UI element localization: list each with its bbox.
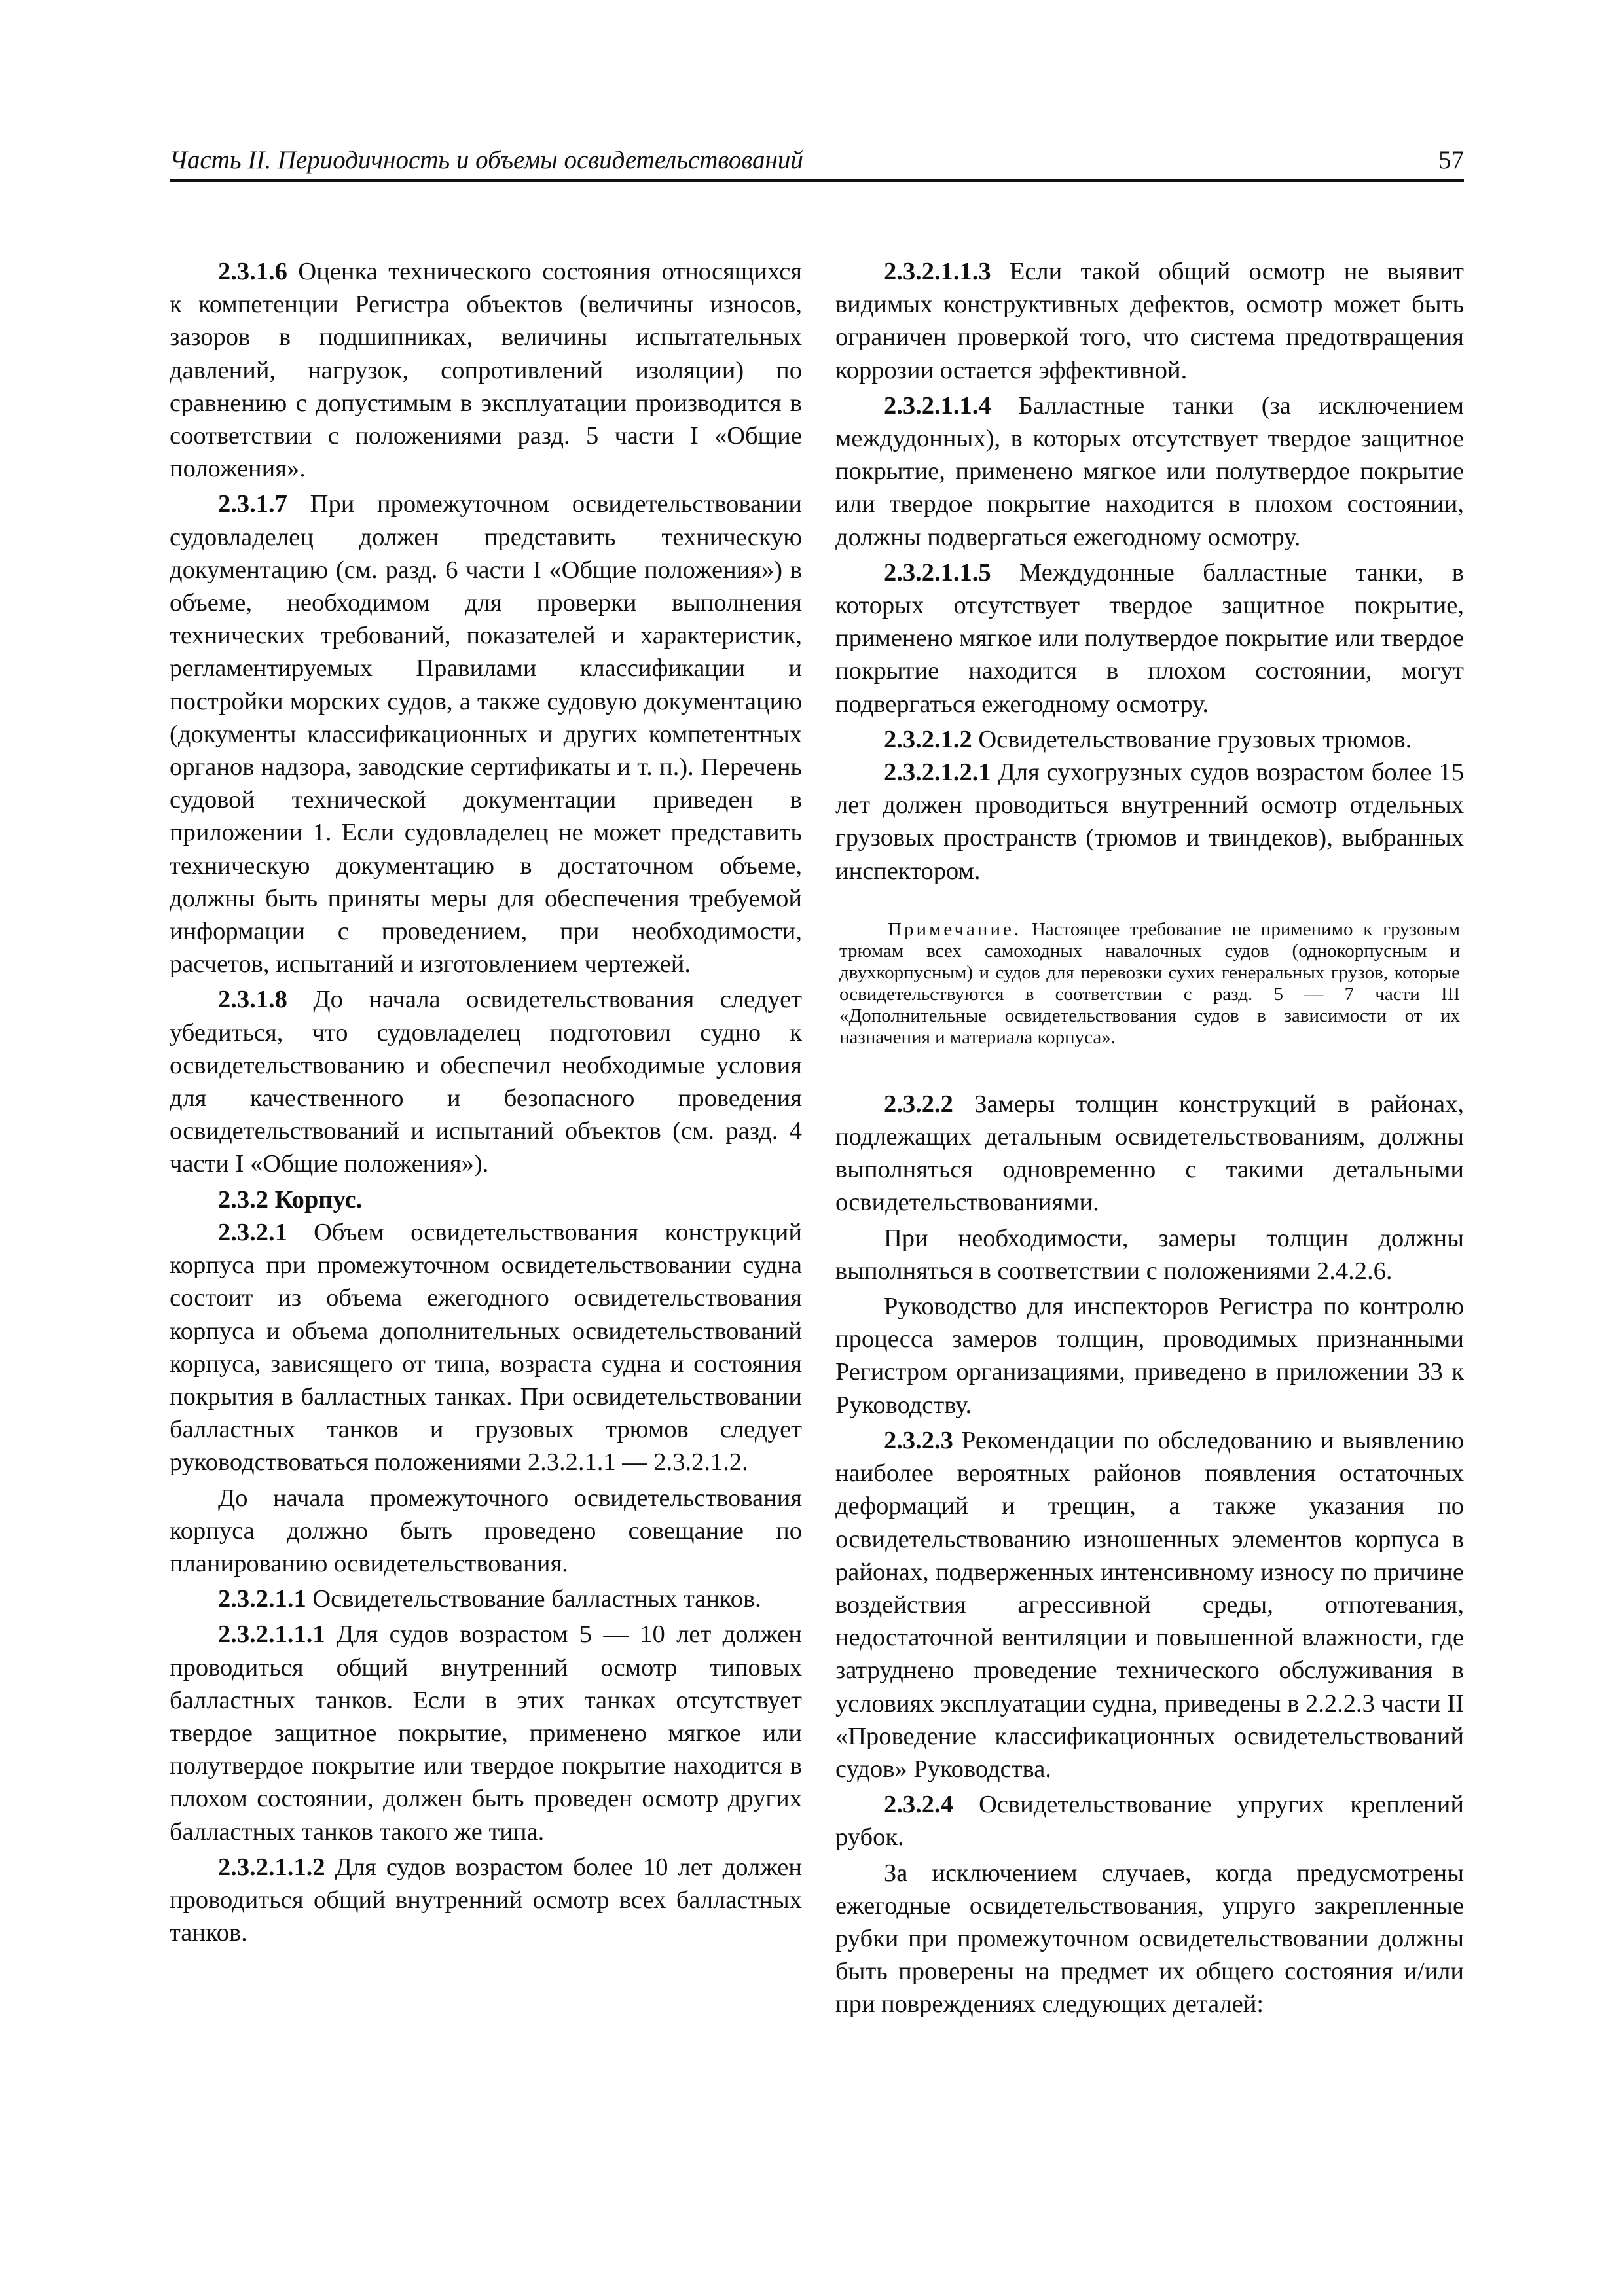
paragraph-2-3-2-2: 2.3.2.2 Замеры толщин конструкций в районах, подлежащих детальным освидетельствованиям, должны выполняться одновременно с такими детальными освидетельствованиями. [835,1090,1464,1217]
paragraph-planning-meeting: До начала промежуточного освидетельствования корпуса должно быть проведено совещание по планированию освидетельствования. [170,1484,802,1577]
note-block [839,919,1460,1049]
section-heading-hull: 2.3.2 Корпус. [218,1185,363,1213]
paragraph-2-3-2-1-1-2: 2.3.2.1.1.2 Для судов возрастом более 10 лет должен проводиться общий внутренний осмотр всех балластных танков. [170,1853,802,1947]
running-header [170,143,1464,182]
paragraph-2-3-2-1-1-4: 2.3.2.1.1.4 Балластные танки (за исключением междудонных), в которых отсутствует твердое защитное покрытие, применено мягкое или полутвердое покрытие или твердое покрытие находится в плохом состоянии, должны подвергаться ежегодному осмотру. [835,391,1464,551]
paragraph-thickness-measurements: При необходимости, замеры толщин должны выполняться в соответствии с положениями 2.4.2.6. [835,1224,1464,1285]
paragraph-2-3-2-1-2-1: 2.3.2.1.2.1 Для сухогрузных судов возрастом более 15 лет должен проводиться внутренний осмотр отдельных грузовых пространств (трюмов и твиндеков), выбранных инспектором. [835,759,1464,885]
paragraph-2-3-2-4: 2.3.2.4 Освидетельствование упругих креплений рубок. [835,1791,1464,1852]
header-title: Часть II. Периодичность и объемы освидетельствований [170,146,803,174]
note-label: Примечание. [888,918,1022,940]
paragraph-2-3-2-1-2: 2.3.2.1.2 Освидетельствование грузовых трюмов. [884,725,1412,753]
paragraph-deckhouse-mountings: За исключением случаев, когда предусмотрены ежегодные освидетельствования, упруго закрепленные рубки при промежуточном освидетельствовании должны быть проверены на предмет их общего состояния и/или при повреждениях следующих деталей: [835,1859,1464,2018]
note-text: Настоящее требование не применимо к грузовым трюмам всех самоходных навалочных судов (однокорпусным и двухкорпусным) и судов для перевозки сухих генеральных грузов, которые освидетельствуются в соответствии с разд. 5 — 7 части III «Дополнительные освидетельствования судов в зависимости от их назначения и материала корпуса». [839,918,1460,1048]
paragraph-2-3-1-6: 2.3.1.6 Оценка технического состояния относящихся к компетенции Регистра объектов (величины износов, зазоров в подшипниках, величины испытательных давлений, нагрузок, сопротивлений изоляции) по сравнению с допустимым в эксплуатации производится в соответствии с положениями разд. 5 части I «Общие положения». [170,258,802,483]
note-spacer [835,1049,1464,1088]
left-column [170,255,802,1949]
paragraph-2-3-1-8: 2.3.1.8 До начала освидетельствования следует убедиться, что судовладелец подготовил судно к освидетельствованию и обеспечил необходимые условия для качественного и безопасного проведения освидетельствований и испытаний объектов (см. разд. 4 части I «Общие положения»). [170,986,802,1178]
page-number: 57 [1438,146,1464,174]
paragraph-2-3-2-1: 2.3.2.1 Объем освидетельствования конструкций корпуса при промежуточном освидетельствовании судна состоит из объема ежегодного освидетельствования корпуса и объема дополнительных освидетельствований корпуса, зависящего от типа, возраста судна и состояния покрытия в балластных танках. При освидетельствовании балластных танков и грузовых трюмов следует руководствоваться положениями 2.3.2.1.1 — 2.3.2.1.2. [170,1218,802,1477]
right-column [835,255,1464,2021]
paragraph-2-3-2-1-1-3: 2.3.2.1.1.3 Если такой общий осмотр не выявит видимых конструктивных дефектов, осмотр может быть ограничен проверкой того, что система предотвращения коррозии остается эффективной. [835,258,1464,384]
paragraph-2-3-2-1-1: 2.3.2.1.1 Освидетельствование балластных танков. [218,1585,761,1613]
paragraph-2-3-1-7: 2.3.1.7 При промежуточном освидетельствовании судовладелец должен представить техническую документацию (см. разд. 6 части I «Общие положения») в объеме, необходимом для проверки выполнения технических требований, показателей и характеристик, регламентируемых Правилами классификации и постройки морских судов, а также судовую документацию (документы классификационных и других компетентных органов надзора, заводские сертификаты и т. п.). Перечень судовой технической документации приведен в приложении 1. Если судовладелец не может представить техническую документацию в достаточном объеме, должны быть приняты меры для обеспечения требуемой информации с проведением, при необходимости, расчетов, испытаний и изготовлением чертежей. [170,490,802,978]
paragraph-surveyor-guidance: Руководство для инспекторов Регистра по контролю процесса замеров толщин, проводимых признанными Регистром организациями, приведено в приложении 33 к Руководству. [835,1293,1464,1419]
paragraph-2-3-2-1-1-5: 2.3.2.1.1.5 Междудонные балластные танки, в которых отсутствует твердое защитное покрытие, применено мягкое или полутвердое покрытие или твердое покрытие находится в плохом состоянии, могут подвергаться ежегодному осмотру. [835,558,1464,718]
paragraph-2-3-2-3: 2.3.2.3 Рекомендации по обследованию и выявлению наиболее вероятных районов появления остаточных деформаций и трещин, а также указания по освидетельствованию изношенных элементов корпуса в районах, подверженных интенсивному износу по причине воздействия агрессивной среды, отпотевания, недостаточной вентиляции и повышенной влажности, где затруднено проведение технического обслуживания в условиях эксплуатации судна, приведены в 2.2.2.3 части II «Проведение классификационных освидетельствований судов» Руководства. [835,1426,1464,1783]
paragraph-2-3-2-1-1-1: 2.3.2.1.1.1 Для судов возрастом 5 — 10 лет должен проводиться общий внутренний осмотр типовых балластных танков. Если в этих танках отсутствует твердое защитное покрытие, применено мягкое или полутвердое покрытие или твердое покрытие находится в плохом состоянии, должен быть проведен осмотр других балластных танков такого же типа. [170,1621,802,1846]
